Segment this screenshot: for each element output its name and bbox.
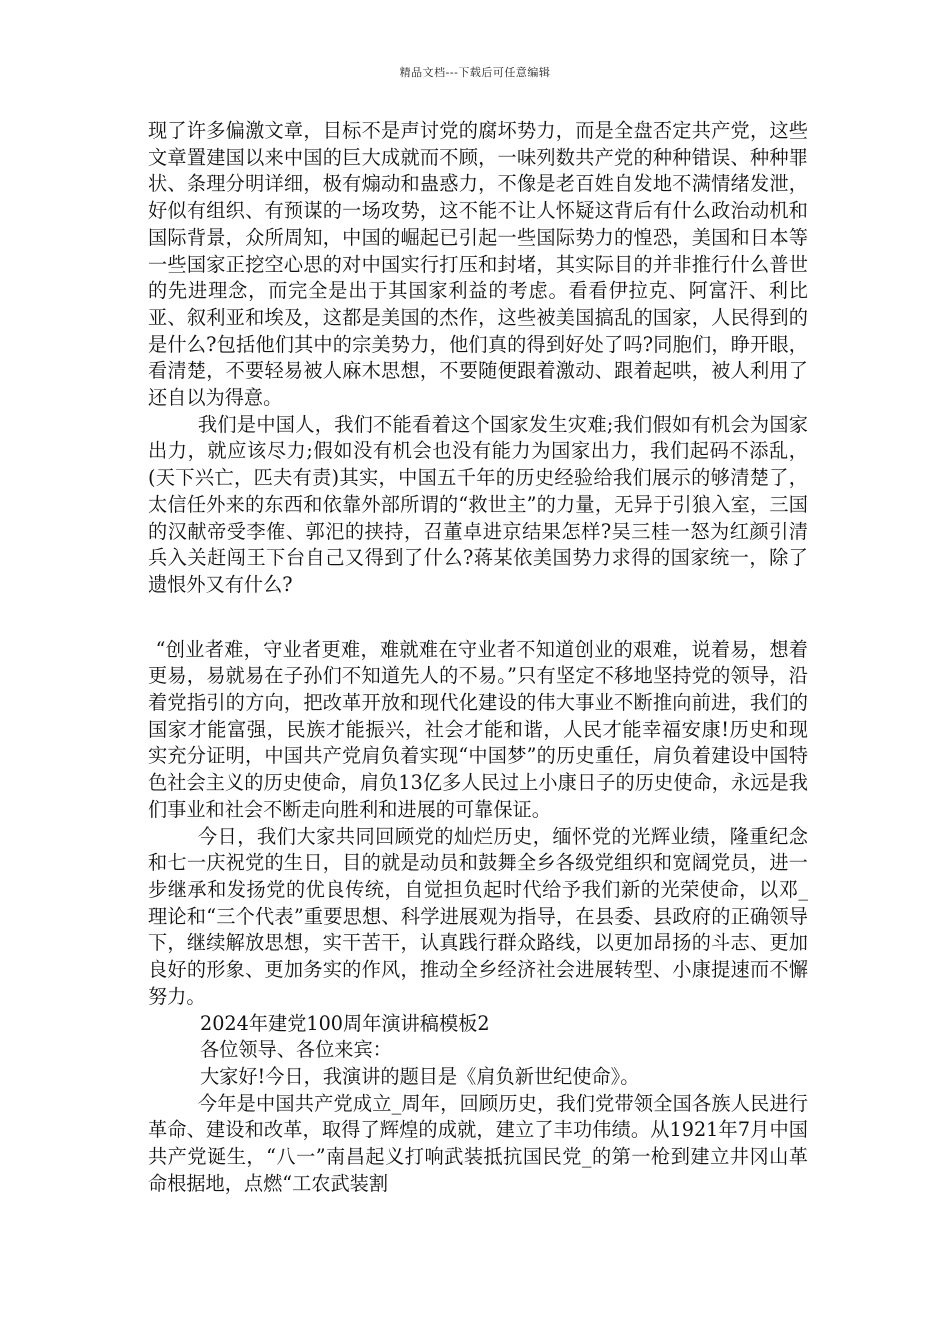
salutation: 各位领导、各位来宾： xyxy=(200,1038,392,1062)
document-body xyxy=(148,118,808,1197)
paragraph-5: 今年是中国共产党成立_周年，回顾历史，我们党带领全国各族人民进行革命、建设和改革，取得了辉煌的成就，建立了丰功伟绩。从1921年7月中国共产党诞生，“八一”南昌起义打响武装抵抗国民党_的第一枪到建立井冈山革命根据地，点燃“工农武装割 xyxy=(148,1091,808,1195)
greeting-line: 大家好!今日，我演讲的题目是《肩负新世纪使命》。 xyxy=(200,1064,640,1088)
paragraph-3: “创业者难，守业者更难，难就难在守业者不知道创业的艰难，说着易，想着更易，易就易在子孙们不知道先人的不易。”只有坚定不移地坚持党的领导，沿着党指引的方向，把改革开放和现代化建设的伟大事业不断推向前进，我们的国家才能富强，民族才能振兴，社会才能和谐，人民才能幸福安康!历史和现实充分证明，中国共产党肩负着实现“中国梦”的历史重任，肩负着建设中国特色社会主义的历史使命，肩负13亿多人民过上小康日子的历史使命，永远是我们事业和社会不断走向胜利和进展的可靠保证。 xyxy=(148,637,808,821)
section-title: 2024年建党100周年演讲稿模板2 xyxy=(200,1011,490,1035)
page-header: 精品文档---下载后可任意编辑 xyxy=(399,66,551,79)
paragraph-1: 现了许多偏激文章，目标不是声讨党的腐坏势力，而是全盘否定共产党，这些文章置建国以来中国的巨大成就而不顾，一味列数共产党的种种错误、种种罪状、条理分明详细，极有煽动和蛊惑力，不像是老百姓自发地不满情绪发泄，好似有组织、有预谋的一场攻势，这不能不让人怀疑这背后有什么政治动机和国际背景，众所周知，中国的崛起已引起一些国际势力的惶恐，美国和日本等一些国家正挖空心思的对中国实行打压和封堵，其实际目的并非推行什么普世的先进理念，而完全是出于其国家利益的考虑。看看伊拉克、阿富汗、利比亚、叙利亚和埃及，这都是美国的杰作，这些被美国搞乱的国家，人民得到的是什么?包括他们其中的宗美势力，他们真的得到好处了吗?同胞们，睁开眼，看清楚，不要轻易被人麻木思想，不要随便跟着激动、跟着起哄，被人利用了还自以为得意。 xyxy=(148,119,808,410)
paragraph-spacer xyxy=(148,599,808,637)
paragraph-4: 今日，我们大家共同回顾党的灿烂历史，缅怀党的光辉业绩，隆重纪念和七一庆祝党的生日，目的就是动员和鼓舞全乡各级党组织和宽阔党员，进一步继承和发扬党的优良传统，自觉担负起时代给予我们新的光荣使命，以邓_理论和“三个代表”重要思想、科学进展观为指导，在县委、县政府的正确领导下，继续解放思想，实干苦干，认真践行群众路线，以更加昂扬的斗志、更加良好的形象、更加务实的作风，推动全乡经济社会进展转型、小康提速而不懈努力。 xyxy=(148,824,808,1008)
paragraph-2: 我们是中国人，我们不能看着这个国家发生灾难;我们假如有机会为国家出力，就应该尽力;假如没有机会也没有能力为国家出力，我们起码不添乱，(天下兴亡，匹夫有责)其实，中国五千年的历史经验给我们展示的够清楚了，太信任外来的东西和依靠外部所谓的“救世主”的力量，无异于引狼入室，三国的汉献帝受李傕、郭汜的挟持，召董卓进京结果怎样?吴三桂一怒为红颜引清兵入关赶闯王下台自己又得到了什么?蒋某依美国势力求得的国家统一，除了遗恨外又有什么? xyxy=(148,412,808,596)
